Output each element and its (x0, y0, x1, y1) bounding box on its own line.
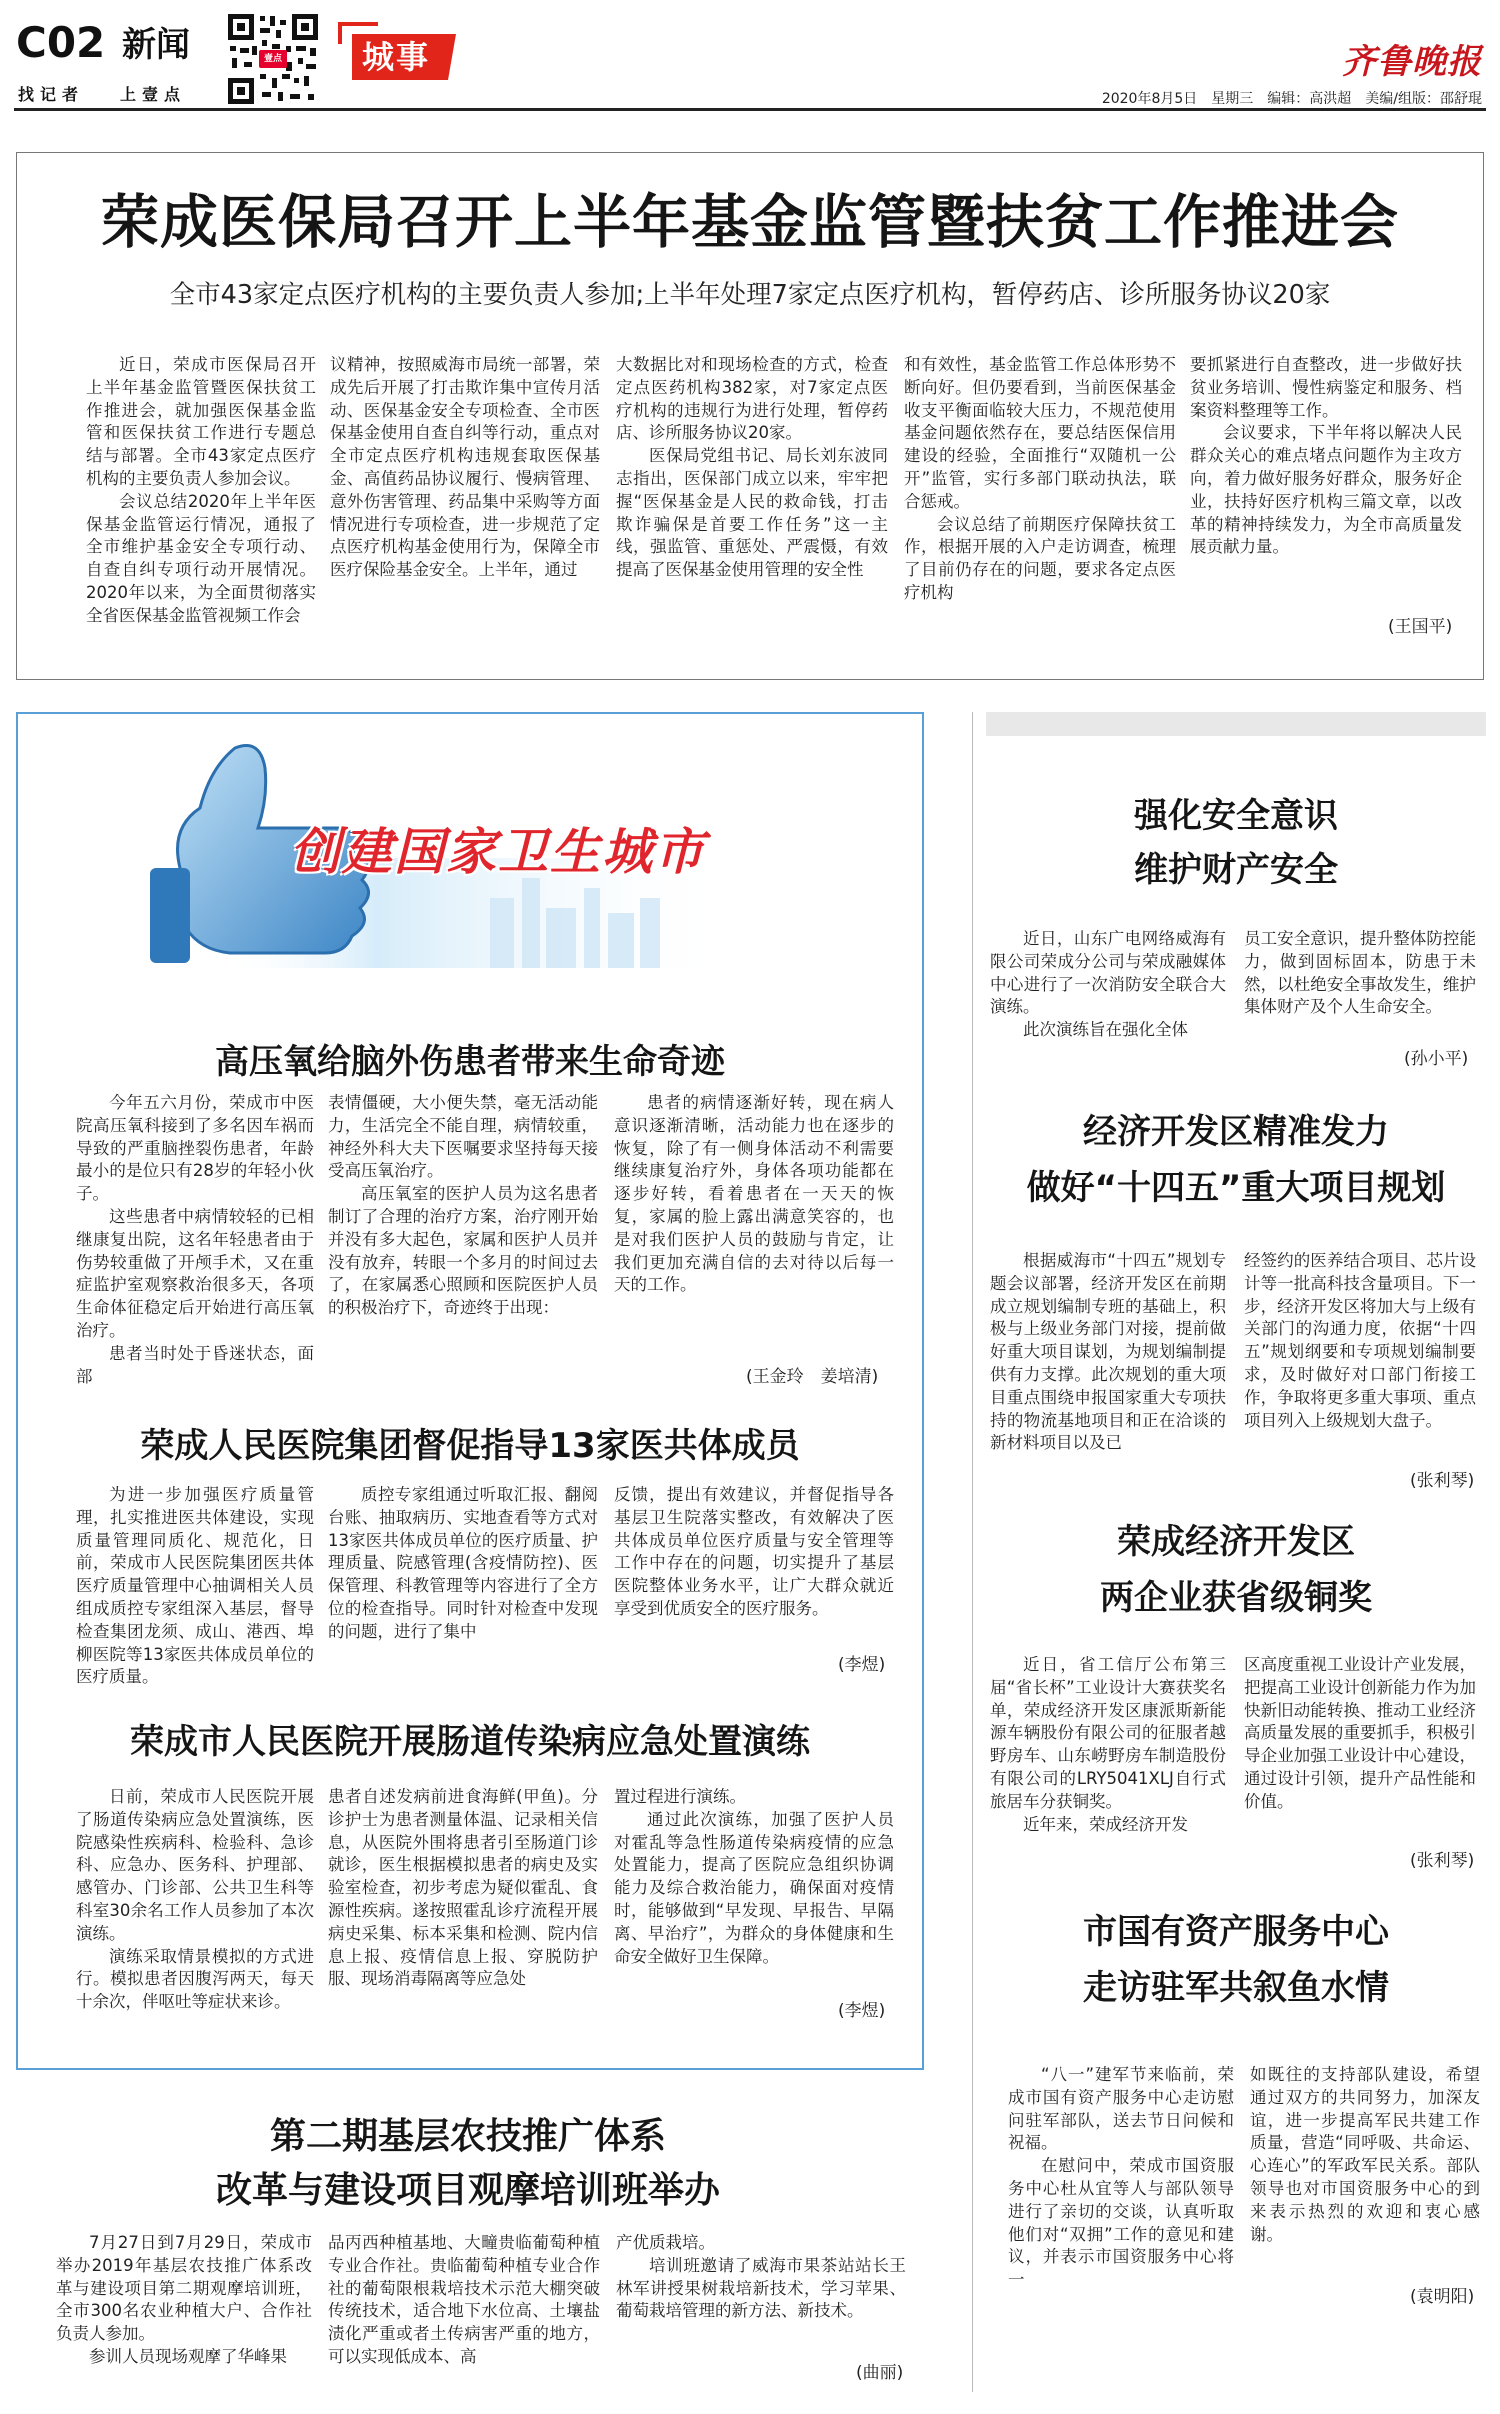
s1-col-1 (990, 928, 1226, 1068)
paragraph: 近日，省工信厅公布第三届“省长杯”工业设计大赛获奖名单，荣成经济开发区康派斯新能源车辆股份有限公司的征服者越野房车、山东崂野房车制造股份有限公司的LRY5041XLJ自行式旅居车分获铜奖。 (990, 1655, 1226, 1811)
a2-byline: (李煜) (838, 1655, 886, 1675)
s1-col-2 (1244, 928, 1476, 1040)
paragraph: 质控专家组通过听取汇报、翻阅台账、抽取病历、实地查看等方式对13家医共体成员单位的医疗质量、护理质量、院感管理(含疫情防控)、医保管理、科教管理等内容进行了全方位的检查指导。同时针对检查中发现的问题，进行了集中 (328, 1485, 598, 1641)
article-title: 荣成市人民医院开展肠道传染病应急处置演练 (130, 1722, 810, 1762)
sidebar-divider (972, 712, 973, 2392)
paragraph: 产优质栽培。 (616, 2233, 715, 2252)
health-city-banner (140, 738, 780, 1018)
paragraph: 日前，荣成市人民医院开展了肠道传染病应急处置演练，医院感染性疾病科、检验科、急诊科、应急办、医务科、护理部、感管办、门诊部、公共卫生科等科室30余名工作人员参加了本次演练。 (76, 1787, 314, 1943)
a2-col-1 (76, 1484, 314, 1687)
lead-subtitle: 全市43家定点医疗机构的主要负责人参加;上半年处理7家定点医疗机构，暂停药店、诊所服务协议20家 (169, 280, 1331, 310)
bottom-col-2 (328, 2232, 600, 2372)
a2-col-3 (614, 1484, 894, 1670)
paragraph: 今年五六月份，荣成市中医院高压氧科接到了多名因车祸而导致的严重脑挫裂伤患者，年龄最小的是位只有28岁的年轻小伙子。 (76, 1093, 314, 1204)
sidebar-title: 两企业获省级铜奖 (1100, 1578, 1372, 1618)
paragraph: 培训班邀请了威海市果茶站站长王林军讲授果树栽培新技术，学习苹果、葡萄栽培管理的新方法、新技术。 (616, 2255, 906, 2321)
bottom-col-1 (56, 2232, 312, 2372)
s4-byline: (袁明阳) (1410, 2287, 1475, 2307)
a3-byline: (李煜) (838, 2001, 886, 2021)
a3-col-3 (614, 1786, 894, 2006)
tag-find-reporter: 找记者 (18, 85, 85, 104)
header-rule (14, 108, 1486, 111)
paragraph: 在慰问中，荣成市国资服务中心杜从宜等人与部队领导进行了亲切的交谈，认真听取他们对“双拥”工作的意见和建议，并表示市国资服务中心将一 (1008, 2156, 1234, 2290)
paragraph: 区高度重视工业设计产业发展，把提高工业设计创新能力作为加快新旧动能转换、推动工业经济高质量发展的重要抓手，积极引导企业加强工业设计中心建设，通过设计引领，提升产品性能和价值。 (1244, 1655, 1476, 1811)
lead-col-5 (1190, 354, 1462, 610)
paragraph: “八一”建军节来临前，荣成市国有资产服务中心走访慰问驻军部队，送去节日问候和祝福。 (1008, 2065, 1234, 2153)
s2-col-2 (1244, 1250, 1476, 1460)
paragraph: 大数据比对和现场检查的方式，检查定点医药机构382家，对7家定点医疗机构的违规行为进行处理，暂停药店、诊所服务协议20家。 (616, 355, 888, 443)
bottom-title-line2: 改革与建设项目观摩培训班举办 (215, 2170, 720, 2211)
paragraph: 患者的病情逐渐好转，现在病人意识逐渐清晰，活动能力也在逐步的恢复，除了有一侧身体活动不利需要继续康复治疗外，身体各项功能都在逐步好转，看着患者在一天天的恢复，家属的脸上露出满意笑容的，也是对我们医护人员的鼓励与肯定，让我们更加充满自信的去对待以后每一天的工作。 (614, 1093, 894, 1295)
qr-label: 壹点 (263, 54, 282, 64)
qr-code[interactable] (226, 12, 320, 106)
paragraph: 反馈，提出有效建议，并督促指导各基层卫生院落实整改，有效解决了医共体成员单位医疗质量与安全管理等工作中存在的问题，切实提升了基层医院整体业务水平，让广大群众就近享受到优质安全的医疗服务。 (614, 1485, 894, 1618)
page-number: C02 (16, 18, 106, 67)
sidebar-top-bar (986, 712, 1486, 736)
bottom-title-line1: 第二期基层农技推广体系 (269, 2116, 666, 2157)
a3-col-2 (328, 1786, 598, 2020)
paragraph: 会议总结2020年上半年医保基金监管运行情况，通报了全市维护基金安全专项行动、自查自纠专项行动开展情况。2020年以来，为全面贯彻落实全省医保基金监管视频工作会 (86, 491, 316, 625)
paragraph: 根据威海市“十四五”规划专题会议部署，经济开发区在前期成立规划编制专班的基础上，积极与上级业务部门对接，提前做好重大项目谋划，为规划编制提供有力支撑。此次规划的重大项目重点围绕申报国家重大专项扶持的物流基地项目和正在洽谈的新材料项目以及已 (990, 1251, 1226, 1453)
lead-title: 荣成医保局召开上半年基金监管暨扶贫工作推进会 (100, 188, 1399, 256)
lead-col-4 (904, 354, 1176, 646)
article-title: 荣成人民医院集团督促指导13家医共体成员 (140, 1426, 800, 1466)
s3-byline: (张利琴) (1410, 1851, 1475, 1871)
paragraph: 近日，荣成市医保局召开上半年基金监管暨医保扶贫工作推进会，就加强医保基金监管和医保扶贫工作进行专题总结与部署。全市43家定点医疗机构的主要负责人参加会议。 (86, 355, 316, 488)
paragraph: 置过程进行演练。 (614, 1787, 746, 1806)
paragraph: 演练采取情景模拟的方式进行。模拟患者因腹泻两天，每天十余次，伴呕吐等症状来诊。 (76, 1946, 314, 2012)
paragraph: 近日，山东广电网络威海有限公司荣成分公司与荣成融媒体中心进行了一次消防安全联合大演练。 (990, 929, 1226, 1017)
s4-col-2 (1250, 2064, 1480, 2276)
lead-col-2 (330, 354, 600, 646)
paragraph: 会议要求，下半年将以解决人民群众关心的难点堵点问题作为主攻方向，着力做好服务好群众，服务好企业，扶持好医疗机构三篇文章，以改革的精神持续发力，为全市高质量发展贡献力量。 (1190, 423, 1462, 557)
article-title: 高压氧给脑外伤患者带来生命奇迹 (215, 1042, 725, 1082)
a1-col-3 (614, 1092, 894, 1352)
a1-byline: (王金玲 姜培清) (746, 1367, 879, 1387)
paragraph: 员工安全意识，提升整体防控能力，做到固标固本，防患于未然，以杜绝安全事故发生，维护集体财产及个人生命安全。 (1244, 929, 1476, 1017)
paragraph: 近年来，荣成经济开发 (1023, 1814, 1188, 1834)
sidebar-title: 维护财产安全 (1134, 850, 1338, 890)
dateline: 2020年8月5日 星期三 编辑：高洪超 美编/组版：邵舒琨 (1101, 91, 1482, 107)
paragraph: 议精神，按照威海市局统一部署，荣成先后开展了打击欺诈集中宣传月活动、医保基金安全专项检查、全市医保基金使用自查自纠等行动，重点对全市定点医疗机构违规套取医保基金、高值药品协议履行、慢病管理、意外伤害管理、药品集中采购等方面情况进行专项检查，进一步规范了定点医疗机构基金使用行为，保障全市医疗保险基金安全。上半年，通过 (330, 355, 600, 580)
paragraph: 为进一步加强医疗质量管理，扎实推进医共体建设，实现质量管理同质化、规范化，日前，荣成市人民医院集团医共体医疗质量管理中心抽调相关人员组成质控专家组深入基层，督导检查集团龙须、成山、港西、埠柳医院等13家医共体成员单位的医疗质量。 (76, 1485, 314, 1687)
tag-upup: 上壹点 (120, 85, 187, 104)
sidebar-title: 做好“十四五”重大项目规划 (1026, 1168, 1446, 1208)
paragraph: 医保局党组书记、局长刘东波同志指出，医保部门成立以来，牢牢把握“医保基金是人民的救命钱，打击欺诈骗保是首要工作任务”这一主线，强监管、重惩处、严震慑，有效提高了医保基金使用管理的安全性 (616, 446, 888, 580)
paragraph: 患者自述发病前进食海鲜(甲鱼)。分诊护士为患者测量体温、记录相关信息，从医院外围将患者引至肠道门诊就诊，医生根据模拟患者的病史及实验室检查，初步考虑为疑似霍乱、食源性疾病。遂按照霍乱诊疗流程开展病史采集、标本采集和检测、院内信息上报、疫情信息上报、穿脱防护服、现场消毒隔离等应急处 (328, 1787, 598, 1989)
banner-text: 创建国家卫生城市 (290, 823, 706, 881)
paragraph: 如既往的支持部队建设，希望通过双方的共同努力，加深友谊，进一步提高军民共建工作质量，营造“同呼吸、共命运、心连心”的军政军民关系。部队领导也对市国资服务中心的到来表示热烈的欢迎和衷心感谢。 (1250, 2065, 1480, 2244)
paragraph: 会议总结了前期医疗保障扶贫工作，根据开展的入户走访调查，梳理了目前仍存在的问题，要求各定点医疗机构 (904, 514, 1176, 602)
s3-col-1 (990, 1654, 1226, 1864)
s2-byline: (张利琴) (1410, 1471, 1475, 1491)
s2-col-1 (990, 1250, 1226, 1488)
lead-byline: (王国平) (1388, 617, 1453, 637)
lead-col-1 (86, 354, 316, 646)
masthead-logo: 齐鲁晚报 (1342, 42, 1482, 82)
paragraph: 高压氧室的医护人员为这名患者制订了合理的治疗方案，治疗刚开始并没有多大起色，家属和医护人员并没有放弃，转眼一个多月的时间过去了，在家属悉心照顾和医院医护人员的积极治疗下，奇迹终于出现： (328, 1184, 598, 1318)
a1-col-1 (76, 1092, 314, 1386)
sidebar-title: 荣成经济开发区 (1117, 1522, 1355, 1562)
paragraph: 此次演练旨在强化全体 (1023, 1020, 1188, 1040)
s3-col-2 (1244, 1654, 1476, 1842)
sidebar-title: 走访驻军共叙鱼水情 (1083, 1968, 1389, 2008)
s1-byline: (孙小平) (1404, 1049, 1469, 1069)
sidebar-title: 市国有资产服务中心 (1083, 1912, 1389, 1952)
bottom-col-3 (616, 2232, 906, 2372)
paragraph: 患者当时处于昏迷状态，面部 (76, 1343, 314, 1386)
a3-col-1 (76, 1786, 314, 2020)
bottom-byline: (曲丽) (856, 2363, 904, 2383)
paragraph: 表情僵硬，大小便失禁，毫无活动能力，生活完全不能自理，病情较重，神经外科大夫下医嘱要求坚持每天接受高压氧治疗。 (328, 1093, 598, 1181)
s4-col-1 (1008, 2064, 1234, 2304)
a2-col-2 (328, 1484, 598, 1670)
column-tab (338, 22, 458, 84)
paragraph: 要抓紧进行自查整改，进一步做好扶贫业务培训、慢性病鉴定和服务、档案资料整理等工作。 (1190, 355, 1462, 420)
lead-col-3 (616, 354, 888, 646)
paragraph: 这些患者中病情较轻的已相继康复出院，这名年轻患者由于伤势较重做了开颅手术，又在重症监护室观察救治很多天，各项生命体征稳定后开始进行高压氧治疗。 (76, 1206, 314, 1340)
paragraph: 经签约的医养结合项目、芯片设计等一批高科技含量项目。下一步，经济开发区将加大与上级有关部门的沟通力度，依据“十四五”规划纲要和专项规划编制要求，及时做好对口部门衔接工作，争取将更多重大事项、重点项目列入上级规划大盘子。 (1244, 1251, 1476, 1430)
paragraph: 品丙西种植基地、大疃贵临葡萄种植专业合作社。贵临葡萄种植专业合作社的葡萄限根栽培技术示范大棚突破传统技术，适合地下水位高、土壤盐渍化严重或者土传病害严重的地方，可以实现低成本、高 (328, 2233, 600, 2366)
section-name: 新闻 (122, 25, 190, 65)
sidebar-title: 强化安全意识 (1134, 796, 1338, 836)
paragraph: 参训人员现场观摩了华峰果 (89, 2346, 287, 2366)
sidebar-title: 经济开发区精准发力 (1083, 1112, 1389, 1152)
paragraph: 7月27日到7月29日，荣成市举办2019年基层农技推广体系改革与建设项目第二期观摩培训班，全市300名农业种植大户、合作社负责人参加。 (56, 2233, 312, 2344)
paragraph: 通过此次演练，加强了医护人员对霍乱等急性肠道传染病疫情的应急处置能力，提高了医院应急组织协调能力及综合救治能力，确保面对疫情时，能够做到“早发现、早报告、早隔离、早治疗”，为群众的身体健康和生命安全做好卫生保障。 (614, 1809, 894, 1966)
column-tab-label: 城事 (362, 38, 431, 76)
a1-col-2 (328, 1092, 598, 1352)
paragraph: 和有效性，基金监管工作总体形势不断向好。但仍要看到，当前医保基金收支平衡面临较大压力，不规范使用基金问题依然存在，要总结医保信用建设的经验，全面推行“双随机一公开”监管，实行多部门联动执法，联合惩戒。 (904, 355, 1176, 511)
